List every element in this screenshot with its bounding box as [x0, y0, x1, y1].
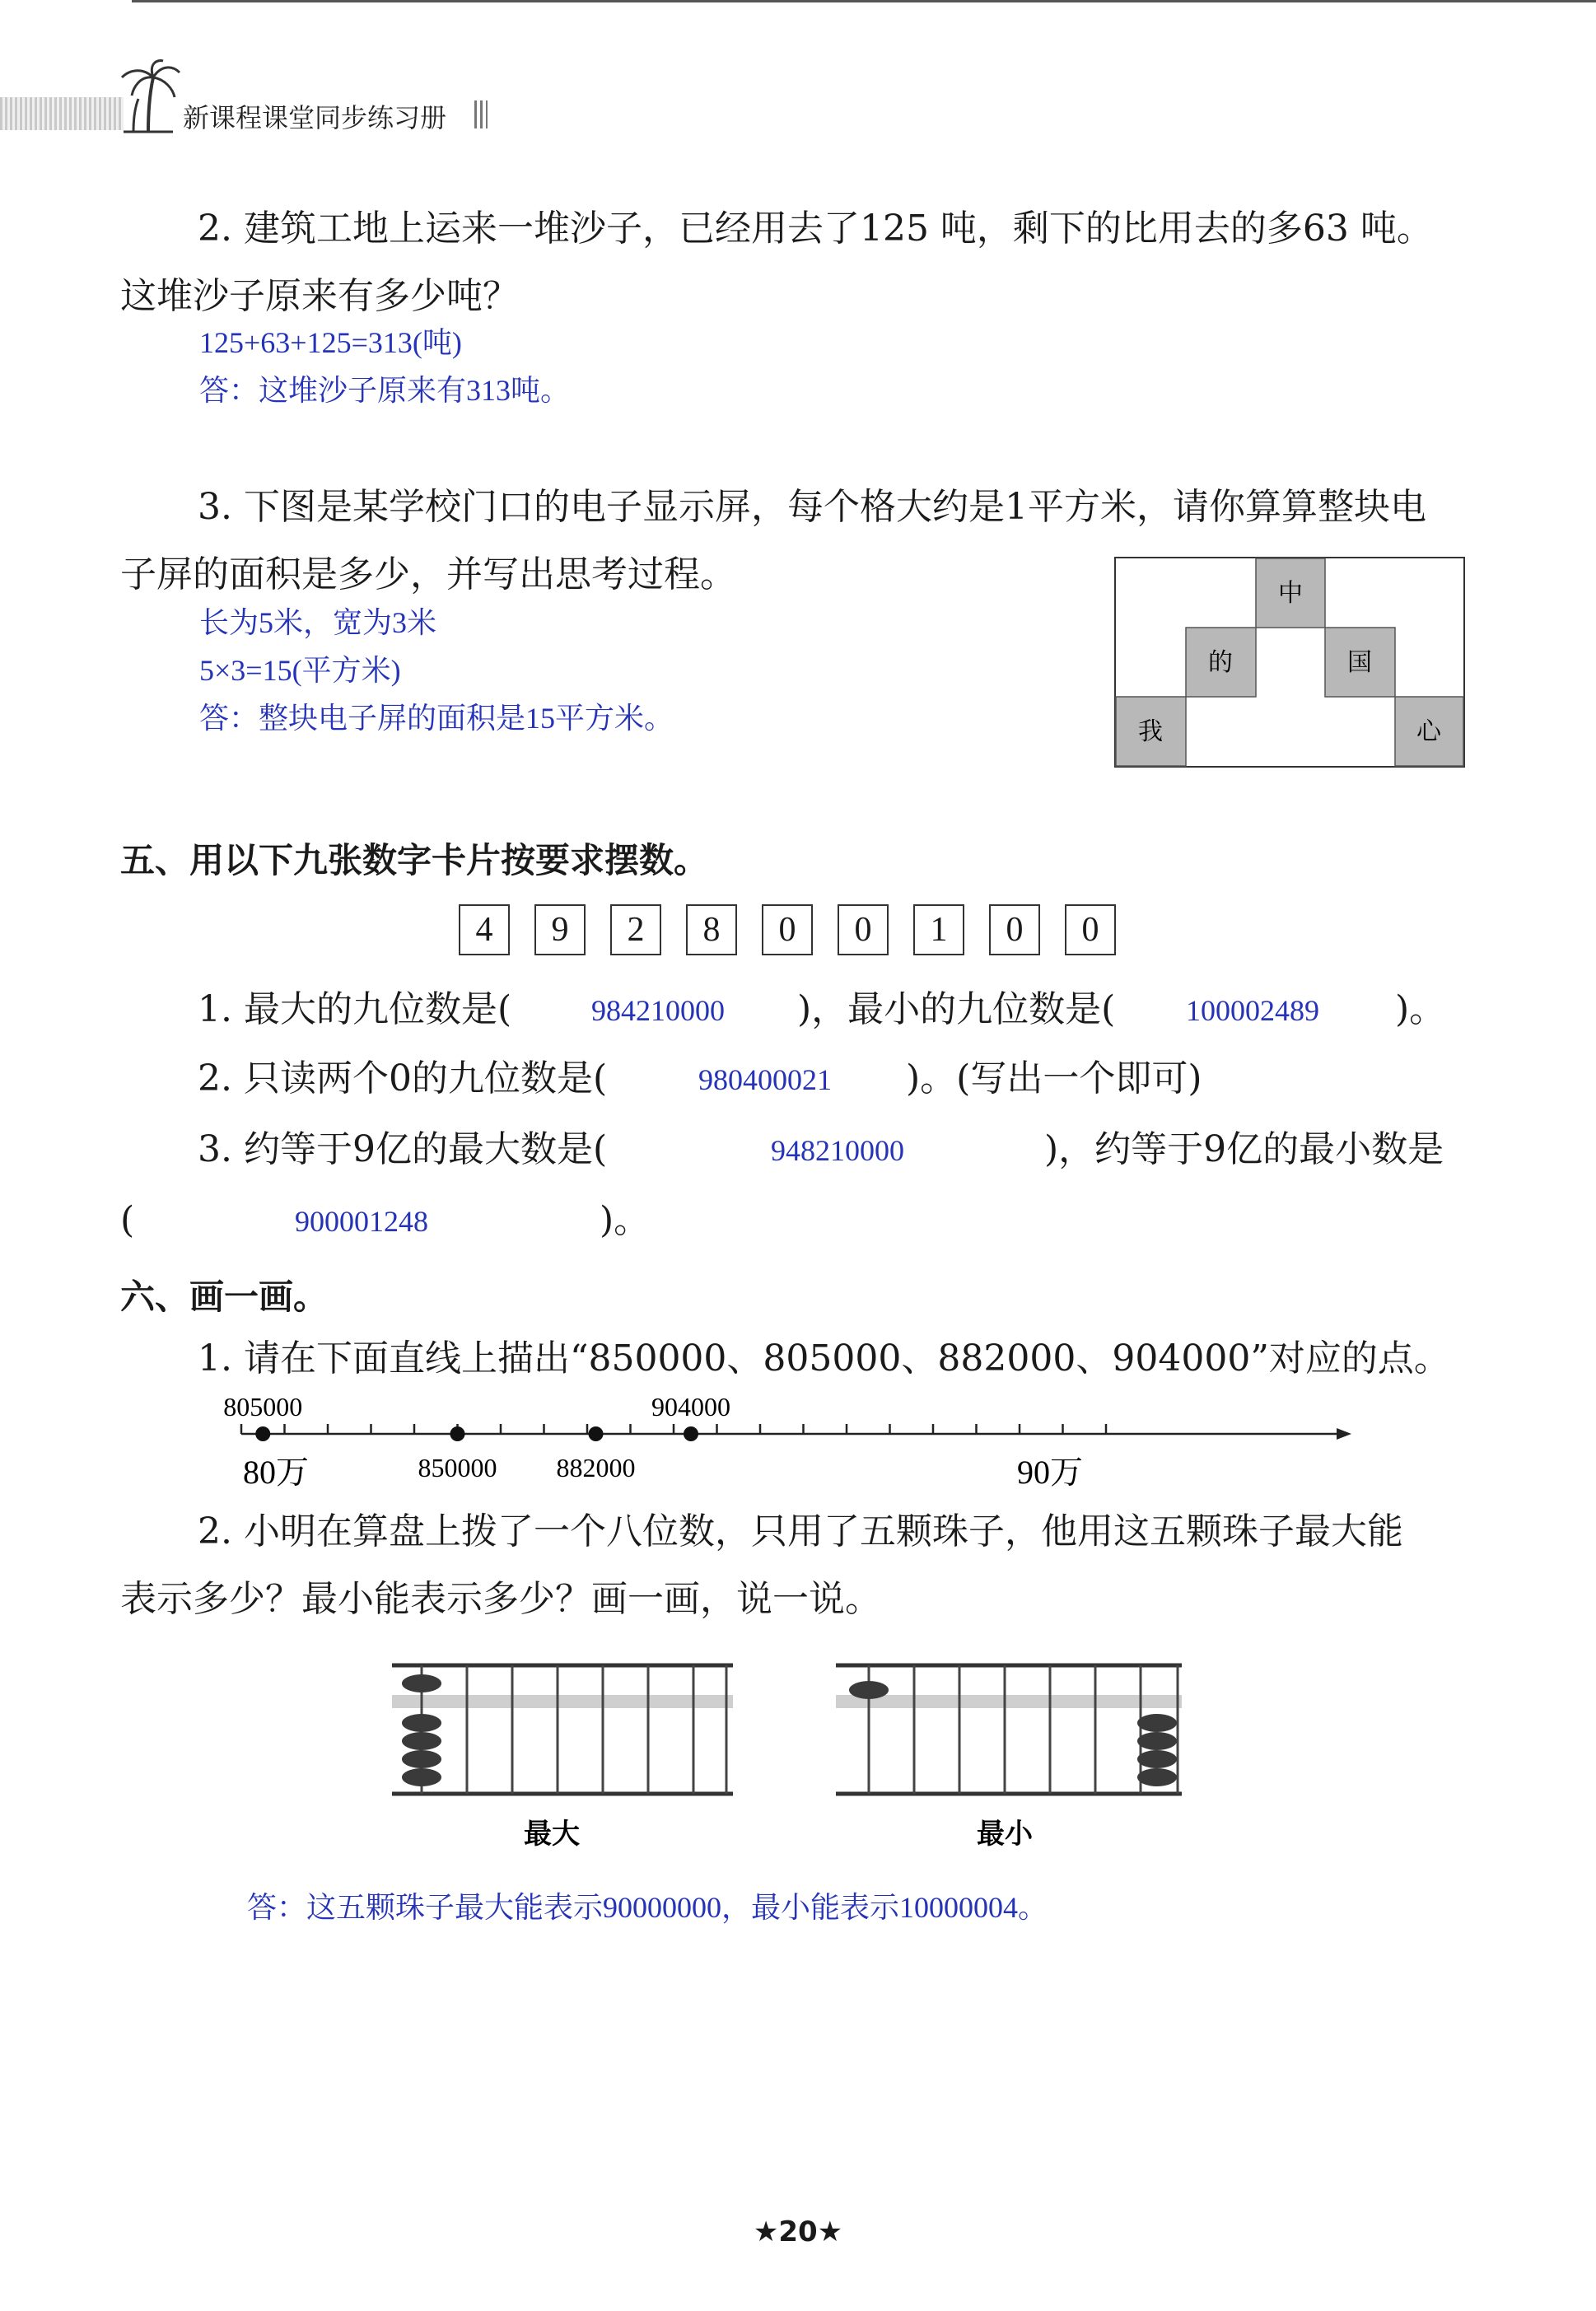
s5-q1-part2: )，最小的九位数是( [797, 988, 1116, 1030]
s5-q2-answer: 980400021 [698, 1063, 832, 1096]
s5-q3-part3: ( [120, 1199, 135, 1241]
number-line-point [255, 1426, 270, 1441]
digit-card: 8 [686, 904, 737, 955]
number-line-ticks [241, 1424, 1106, 1434]
number-line-start-label: 80万 [243, 1454, 309, 1491]
number-line-point [589, 1426, 604, 1441]
digit-card: 0 [989, 904, 1040, 955]
header-rule [132, 0, 1596, 2]
header-title: 新课程课堂同步练习册 [183, 102, 447, 133]
number-line-point-label: 850000 [418, 1453, 497, 1482]
abacus-min [828, 1647, 1198, 1853]
digit-card: 0 [1065, 904, 1116, 955]
number-line-end-label: 90万 [1017, 1454, 1083, 1491]
digit-card: 0 [762, 904, 813, 955]
page-number: ★20★ [753, 2215, 843, 2248]
palm-tree-icon [115, 59, 181, 133]
s5-q3-part1: 3. 约等于9亿的最大数是( [198, 1128, 608, 1170]
s5-q2-part2: )。(写出一个即可) [906, 1057, 1202, 1099]
s5-q3-part2: )，约等于9亿的最小数是 [1044, 1128, 1444, 1170]
q3-answer-line2: 5×3=15(平方米) [199, 654, 401, 687]
header-bars [474, 100, 488, 128]
q2-answer: 答：这堆沙子原来有313吨。 [199, 374, 571, 407]
digit-card: 9 [534, 904, 586, 955]
grid-char-guo: 国 [1347, 648, 1372, 677]
q3-line2: 子屏的面积是多少，并写出思考过程。 [120, 553, 736, 595]
s6-q2-line1: 2. 小明在算盘上拨了一个八位数，只用了五颗珠子，他用这五颗珠子最大能 [198, 1510, 1403, 1552]
digit-card: 1 [913, 904, 964, 955]
s5-q1-answer2: 100002489 [1186, 994, 1319, 1027]
number-line-arrow [1337, 1428, 1351, 1440]
abacus-max-label: 最大 [524, 1818, 580, 1851]
section6-title: 六、画一画。 [120, 1277, 329, 1317]
abacus-min-label: 最小 [977, 1818, 1033, 1851]
s5-q2-part1: 2. 只读两个0的九位数是( [198, 1057, 608, 1099]
digit-card: 0 [838, 904, 889, 955]
number-line-point [450, 1426, 465, 1441]
electronic-display-grid [1114, 557, 1465, 768]
grid-char-de: 的 [1208, 648, 1233, 677]
s6-q1: 1. 请在下面直线上描出“850000、805000、882000、904000”对应的点。 [198, 1338, 1450, 1380]
digit-card: 2 [610, 904, 661, 955]
number-line-point-label: 882000 [556, 1453, 636, 1482]
s6-answer: 答：这五颗珠子最大能表示90000000，最小能表示10000004。 [247, 1891, 1048, 1924]
number-line [223, 1380, 1355, 1495]
s5-q3-part4: )。 [600, 1199, 651, 1241]
q2-answer-calc: 125+63+125=313(吨) [199, 326, 462, 359]
q3-answer-line1: 长为5米，宽为3米 [199, 606, 437, 639]
grid-char-wo: 我 [1138, 717, 1163, 746]
q3-answer: 答：整块电子屏的面积是15平方米。 [199, 702, 674, 735]
digit-card-row [459, 904, 1116, 955]
grid-char-zhong: 中 [1278, 579, 1303, 608]
number-line-point-label: 904000 [651, 1392, 730, 1422]
s5-q1-answer1: 984210000 [591, 994, 725, 1027]
s5-q3-answer1: 948210000 [771, 1134, 904, 1167]
digit-card: 4 [459, 904, 510, 955]
s5-q1-part3: )。 [1395, 988, 1446, 1030]
header-decoration [0, 97, 124, 130]
number-line-point-label: 805000 [223, 1392, 303, 1422]
grid-char-xin: 心 [1416, 717, 1441, 746]
abacus-max [379, 1647, 741, 1853]
q2-line2: 这堆沙子原来有多少吨？ [120, 275, 519, 317]
q2-line1: 2. 建筑工地上运来一堆沙子，已经用去了125 吨，剩下的比用去的多63 吨。 [198, 208, 1433, 250]
number-line-point [684, 1426, 698, 1441]
s5-q1-part1: 1. 最大的九位数是( [198, 988, 512, 1030]
section5-title: 五、用以下九张数字卡片按要求摆数。 [120, 840, 709, 880]
q3-line1: 3. 下图是某学校门口的电子显示屏，每个格大约是1平方米，请你算算整块电 [198, 486, 1426, 528]
s6-q2-line2: 表示多少？最小能表示多少？画一画，说一说。 [120, 1578, 881, 1620]
s5-q3-answer2: 900001248 [295, 1205, 428, 1238]
